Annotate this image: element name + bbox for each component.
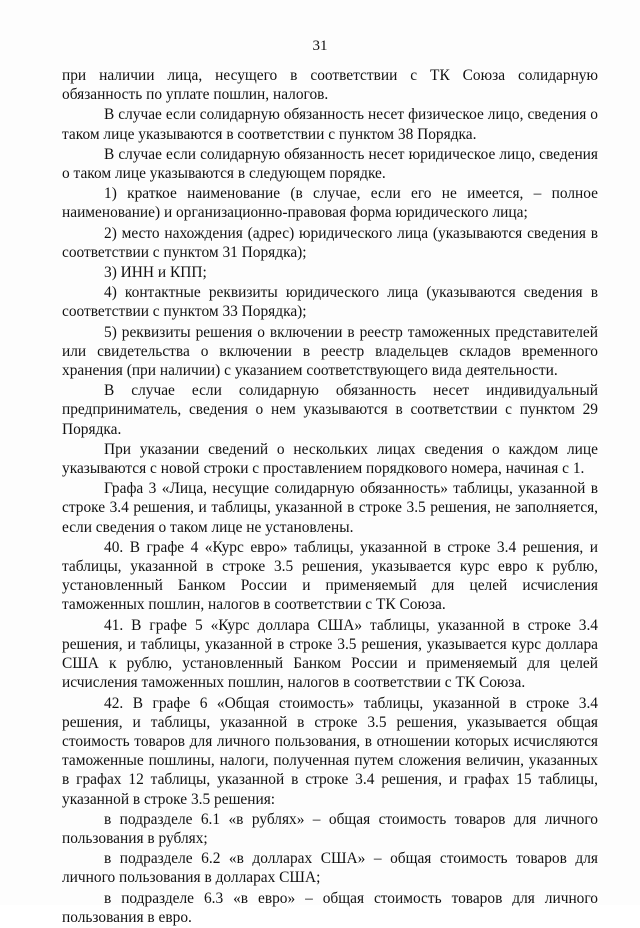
list-item: в подразделе 6.3 «в евро» – общая стоимость товаров для личного пользования в евро. (62, 889, 598, 926)
list-item: в подразделе 6.1 «в рублях» – общая стоимость товаров для личного пользования в рублях; (62, 810, 598, 847)
paragraph: В случае если солидарную обязанность несет индивидуальный предприниматель, сведения о нем указываются в соответствии с пунктом 29 Порядка. (62, 382, 598, 438)
paragraph: При указании сведений о нескольких лицах сведения о каждом лице указываются с новой строки с проставлением порядкового номера, начиная с 1. (62, 440, 598, 478)
list-item: 1) краткое наименование (в случае, если его не имеется, – полное наименование) и организационно-правовая форма юридического лица; (62, 185, 598, 222)
page-number: 31 (312, 38, 328, 54)
paragraph: В случае если солидарную обязанность несет юридическое лицо, сведения о таком лице указываются в следующем порядке. (62, 145, 598, 183)
paragraph: В случае если солидарную обязанность несет физическое лицо, сведения о таком лице указываются в соответствии с пунктом 38 Порядка. (62, 106, 598, 143)
clause-40: 40. В графе 4 «Курс евро» таблицы, указанной в строке 3.4 решения, и таблицы, указанной в строке 3.5 решения, указывается курс евро к рублю, установленный Банком России и применяемый для целей исчисления таможенных пошлин, налогов в соответствии с ТК Союза. (62, 538, 598, 614)
paragraph: при наличии лица, несущего в соответствии с ТК Союза солидарную обязанность по уплате пошлин, налогов. (62, 67, 598, 104)
clause-41: 41. В графе 5 «Курс доллара США» таблицы, указанной в строке 3.4 решения, и таблицы, указанной в строке 3.5 решения, указывается курс доллара США к рублю, установленный Банком России и применяемый для целей исчисления таможенных пошлин, налогов в соответствии с ТК Союза. (62, 616, 598, 692)
list-item: в подразделе 6.2 «в долларах США» – общая стоимость товаров для личного пользования в долларах США; (62, 850, 598, 887)
clause-42: 42. В графе 6 «Общая стоимость» таблицы, указанной в строке 3.4 решения, и таблицы, указанной в строке 3.5 решения, указывается общая стоимость товаров для личного пользования, в отношении которых исчисляются таможенные пошлины, налоги, полученная путем сложения величин, указанных в графах 12 таблицы, указанной в строке 3.4 решения, и графах 15 таблицы, указанной в строке 3.5 решения: (62, 694, 598, 808)
paragraph: Графа 3 «Лица, несущие солидарную обязанность» таблицы, указанной в строке 3.4 решения, и таблицы, указанной в строке 3.5 решения, не заполняется, если сведения о таком лице не установлены. (62, 480, 598, 536)
list-item: 3) ИНН и КПП; (104, 264, 207, 282)
list-item: 5) реквизиты решения о включении в реестр таможенных представителей или свидетельства о включении в реестр владельцев складов временного хранения (при наличии) с указанием соответствующего вида деятельности. (62, 323, 598, 380)
list-item: 4) контактные реквизиты юридического лица (указываются сведения в соответствии с пунктом 33 Порядка); (62, 284, 598, 321)
list-item: 2) место нахождения (адрес) юридического лица (указываются сведения в соответствии с пунктом 31 Порядка); (62, 224, 598, 261)
document-body (62, 66, 598, 928)
